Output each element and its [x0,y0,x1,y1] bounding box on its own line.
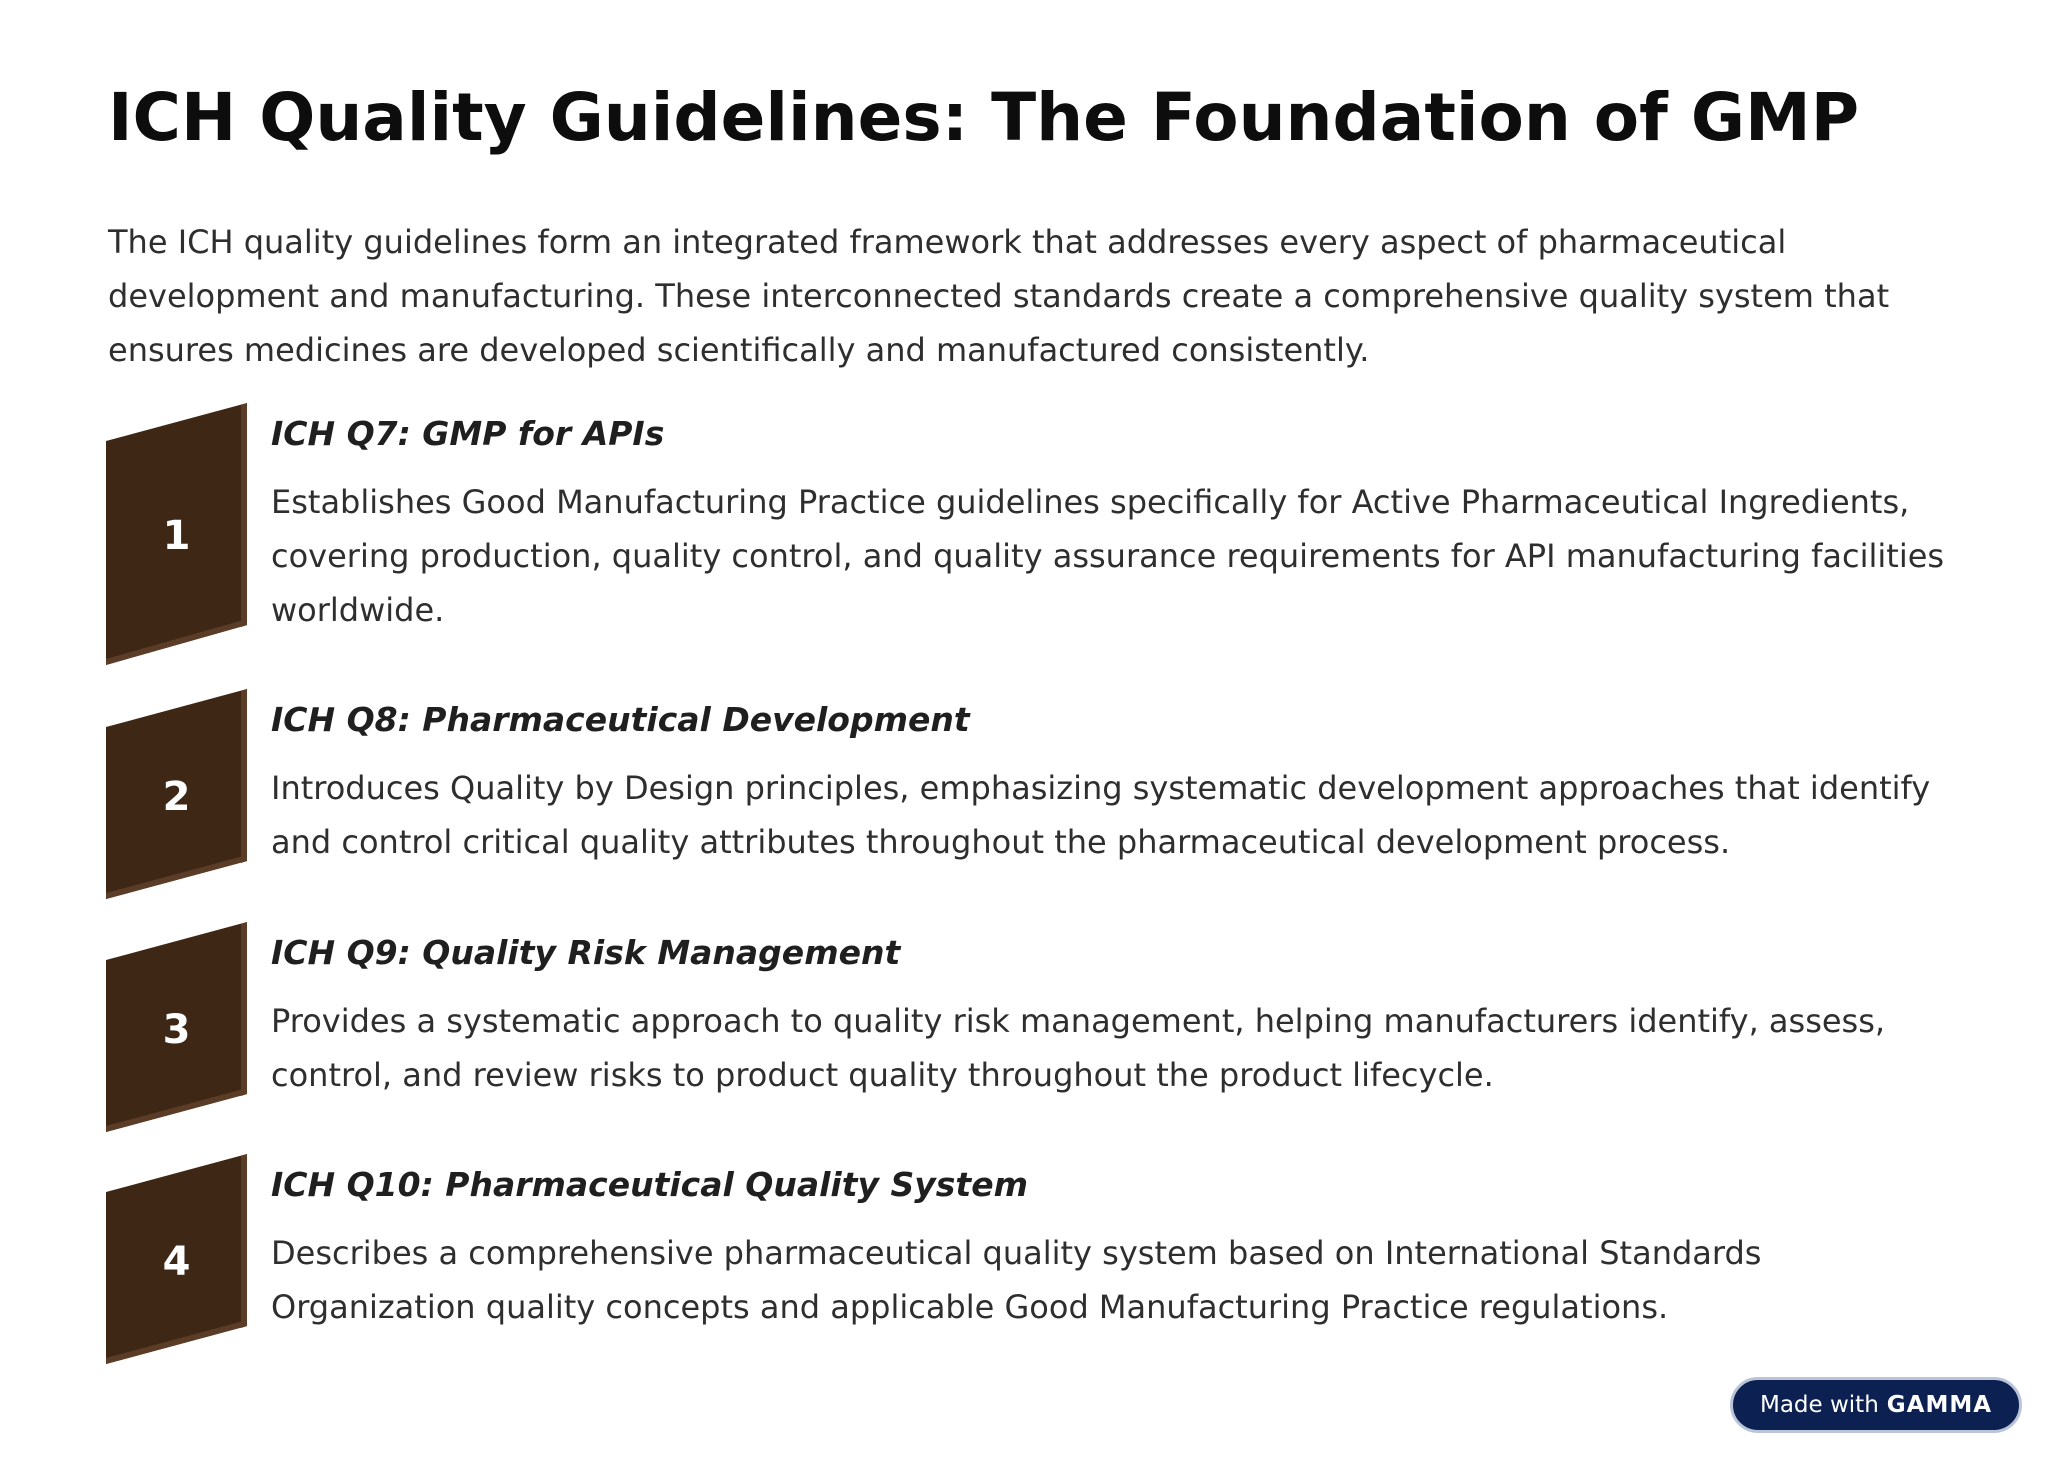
made-with-label: Made with [1759,1392,1879,1418]
item-description: Provides a systematic approach to quality risk management, helping manufacturers identify, assess, control, and review risks to product quality throughout the product lifecycle. [271,1002,1886,1094]
page-title: ICH Quality Guidelines: The Foundation of GMP [108,79,1860,156]
guideline-item [0,1154,2048,1369]
guideline-item [0,689,2048,904]
number-badge [106,689,247,901]
gamma-logo: GAMMA [1886,1392,1993,1418]
item-heading: ICH Q9: Quality Risk Management [271,933,901,972]
badge-number: 1 [162,513,191,559]
made-with-gamma-button[interactable] [1730,1377,2022,1433]
item-description: Introduces Quality by Design principles, emphasizing systematic development approaches that identify and control critical quality attributes throughout the pharmaceutical development process. [271,769,1931,861]
item-description: Describes a comprehensive pharmaceutical quality system based on International Standards Organization quality concepts and applicable Good Manufacturing Practice regulations. [271,1234,1762,1326]
badge-number: 4 [162,1239,191,1285]
number-badge [106,1154,247,1366]
item-heading: ICH Q8: Pharmaceutical Development [271,700,970,739]
badge-number: 2 [162,774,191,820]
badge-number: 3 [162,1007,191,1053]
guideline-item [0,403,2048,673]
number-badge [106,922,247,1134]
item-heading: ICH Q7: GMP for APIs [271,414,665,453]
guideline-item [0,922,2048,1137]
intro-paragraph: The ICH quality guidelines form an integrated framework that addresses every aspect of pharmaceutical development and manufacturing. These interconnected standards create a comprehensive quality system that ensures medicines are developed scientifically and manufactured consistently. [108,223,1890,369]
number-badge [106,403,247,668]
item-heading: ICH Q10: Pharmaceutical Quality System [271,1165,1028,1204]
item-description: Establishes Good Manufacturing Practice guidelines specifically for Active Pharmaceutical Ingredients, covering production, quality control, and quality assurance requirements for API manufacturing facilities worldwide. [271,483,1945,629]
